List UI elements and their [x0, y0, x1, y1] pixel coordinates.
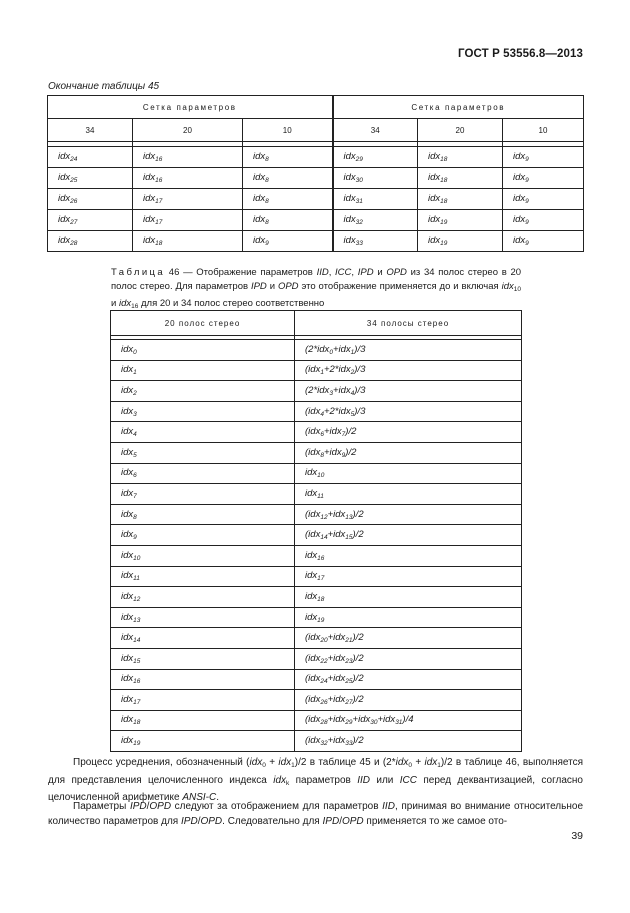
- table-cell: (2*idx$_3$+idx$_4$)/3: [295, 381, 522, 402]
- table-cell: idx$_{33}$: [333, 231, 418, 252]
- table-row: [111, 442, 522, 463]
- table-cell: (idx$_{32}$+idx$_{33}$)/2: [295, 731, 522, 752]
- table-cell: idx$_7$: [111, 484, 295, 505]
- table-cell: idx$_9$: [503, 231, 584, 252]
- table-cell: idx$_{17}$: [295, 566, 522, 587]
- table46-column-header: 34 полосы стерео: [295, 311, 522, 336]
- table-row: [111, 731, 522, 752]
- table-row: [111, 340, 522, 361]
- table-cell: idx$_{11}$: [111, 566, 295, 587]
- table-cell: idx$_8$: [243, 189, 333, 210]
- table-cell: idx$_{18}$: [111, 710, 295, 731]
- table-cell: (idx$_1$+2*idx$_2$)/3: [295, 360, 522, 381]
- table-cell: idx$_{18}$: [418, 189, 503, 210]
- table-cell: idx$_{18}$: [295, 587, 522, 608]
- table-cell: idx$_{29}$: [333, 147, 418, 168]
- table-cell: (idx$_4$+2*idx$_5$)/3: [295, 401, 522, 422]
- table46-title: [111, 266, 521, 314]
- table-row: [111, 587, 522, 608]
- table-row: [111, 628, 522, 649]
- table-cell: idx$_8$: [243, 210, 333, 231]
- table-cell: (idx$_6$+idx$_7$)/2: [295, 422, 522, 443]
- page-number: 39: [571, 830, 583, 842]
- table45-sub-header: 20: [133, 119, 243, 142]
- table-cell: (idx$_{22}$+idx$_{23}$)/2: [295, 648, 522, 669]
- table-row: [111, 360, 522, 381]
- table-cell: idx$_{16}$: [133, 147, 243, 168]
- table-cell: idx$_{17}$: [133, 189, 243, 210]
- table-row: [111, 504, 522, 525]
- table-cell: idx$_{10}$: [295, 463, 522, 484]
- table-cell: idx$_{18}$: [133, 231, 243, 252]
- table-row: [111, 525, 522, 546]
- table-cell: (idx$_{26}$+idx$_{27}$)/2: [295, 690, 522, 711]
- table-cell: idx$_{11}$: [295, 484, 522, 505]
- table-cell: idx$_9$: [503, 147, 584, 168]
- table-cell: idx$_{26}$: [48, 189, 133, 210]
- table-row: [48, 168, 584, 189]
- table-cell: (idx$_{12}$+idx$_{13}$)/2: [295, 504, 522, 525]
- table46-title-prefix: Таблица: [111, 267, 166, 278]
- table46-title-number: 46: [168, 267, 180, 278]
- table-cell: (idx$_{14}$+idx$_{15}$)/2: [295, 525, 522, 546]
- table-46: [110, 310, 522, 752]
- table45-sub-header: 10: [243, 119, 333, 142]
- table-cell: idx$_0$: [111, 340, 295, 361]
- table-row: [111, 669, 522, 690]
- table-row: [48, 147, 584, 168]
- table-row: [48, 231, 584, 252]
- table46-column-header: 20 полос стерео: [111, 311, 295, 336]
- table-cell: idx$_{24}$: [48, 147, 133, 168]
- table-cell: idx$_{17}$: [133, 210, 243, 231]
- table45-sub-header: 34: [48, 119, 133, 142]
- table-cell: idx$_{27}$: [48, 210, 133, 231]
- table-cell: idx$_{32}$: [333, 210, 418, 231]
- body-paragraph-2: Параметры IPD/OPD следуют за отображением для параметров IID, принимая во внимание относительное количество параметров для IPD/OPD. Следовательно для IPD/OPD применяется то же самое ото-: [48, 801, 584, 827]
- table-row: [111, 422, 522, 443]
- table45-caption: Окончание таблицы 45: [48, 81, 160, 92]
- table-cell: idx$_{12}$: [111, 587, 295, 608]
- table-cell: idx$_8$: [243, 147, 333, 168]
- table-cell: idx$_9$: [503, 189, 584, 210]
- table-row: [111, 463, 522, 484]
- table-cell: idx$_{31}$: [333, 189, 418, 210]
- table-cell: idx$_{19}$: [418, 210, 503, 231]
- table-row: [111, 484, 522, 505]
- table-cell: idx$_2$: [111, 381, 295, 402]
- table-cell: (2*idx$_0$+idx$_1$)/3: [295, 340, 522, 361]
- table-45: [47, 95, 584, 252]
- table45-sub-header: 34: [333, 119, 418, 142]
- table-cell: idx$_9$: [111, 525, 295, 546]
- table-cell: idx$_4$: [111, 422, 295, 443]
- table-cell: idx$_9$: [503, 168, 584, 189]
- table-row: [111, 690, 522, 711]
- table-row: [111, 545, 522, 566]
- table-cell: idx$_{14}$: [111, 628, 295, 649]
- table-cell: (idx$_{28}$+idx$_{29}$+idx$_{30}$+idx$_{31}$)/4: [295, 710, 522, 731]
- table-row: [48, 210, 584, 231]
- table-cell: (idx$_{20}$+idx$_{21}$)/2: [295, 628, 522, 649]
- table45-group-header: Сетка параметров: [48, 96, 333, 119]
- table-cell: idx$_6$: [111, 463, 295, 484]
- table-cell: idx$_3$: [111, 401, 295, 422]
- table-cell: idx$_{30}$: [333, 168, 418, 189]
- table45-group-header: Сетка параметров: [333, 96, 584, 119]
- table-cell: idx$_9$: [243, 231, 333, 252]
- table-row: [111, 607, 522, 628]
- table-cell: (idx$_{24}$+idx$_{25}$)/2: [295, 669, 522, 690]
- table-cell: idx$_{28}$: [48, 231, 133, 252]
- table-cell: idx$_8$: [111, 504, 295, 525]
- table-cell: idx$_{19}$: [111, 731, 295, 752]
- table-cell: idx$_{17}$: [111, 690, 295, 711]
- table-cell: idx$_{19}$: [418, 231, 503, 252]
- table-cell: idx$_1$: [111, 360, 295, 381]
- table-cell: idx$_9$: [503, 210, 584, 231]
- table45-sub-header: 20: [418, 119, 503, 142]
- table-cell: idx$_{16}$: [295, 545, 522, 566]
- table-cell: idx$_{15}$: [111, 648, 295, 669]
- table-row: [111, 710, 522, 731]
- table-row: [111, 401, 522, 422]
- table-cell: idx$_{13}$: [111, 607, 295, 628]
- table-cell: idx$_{19}$: [295, 607, 522, 628]
- table-cell: idx$_{10}$: [111, 545, 295, 566]
- table-cell: idx$_8$: [243, 168, 333, 189]
- table-cell: idx$_5$: [111, 442, 295, 463]
- table-row: [111, 566, 522, 587]
- table-cell: idx$_{16}$: [111, 669, 295, 690]
- table-row: [111, 381, 522, 402]
- table-cell: idx$_{18}$: [418, 168, 503, 189]
- table45-sub-header: 10: [503, 119, 584, 142]
- table-cell: idx$_{25}$: [48, 168, 133, 189]
- table-cell: idx$_{18}$: [418, 147, 503, 168]
- table-cell: (idx$_8$+idx$_9$)/2: [295, 442, 522, 463]
- body-paragraph-1: Процесс усреднения, обозначенный (idx$_0$ + idx$_1$)/2 в таблице 45 и (2*idx$_0$ + idx$_1$)/2 в таблице 46, выполняется для представления целочисленного индекса idx$_k$ параметров IID или ICC перед деквантизацией, согласно целочисленной арифметике ANSI-C.: [48, 757, 583, 803]
- document-id-header: ГОСТ Р 53556.8—2013: [458, 48, 583, 60]
- table-row: [111, 648, 522, 669]
- table-row: [48, 189, 584, 210]
- table46-title-text: — Отображение параметров IID, ICC, IPD и OPD из 34 полос стерео в 20 полос стерео. Для параметров IPD и OPD это отображение применяется до и включая idx$_{10}$ и idx$_{16}$ для 20 и 34 полос стерео соответственно: [111, 267, 522, 310]
- table-cell: idx$_{16}$: [133, 168, 243, 189]
